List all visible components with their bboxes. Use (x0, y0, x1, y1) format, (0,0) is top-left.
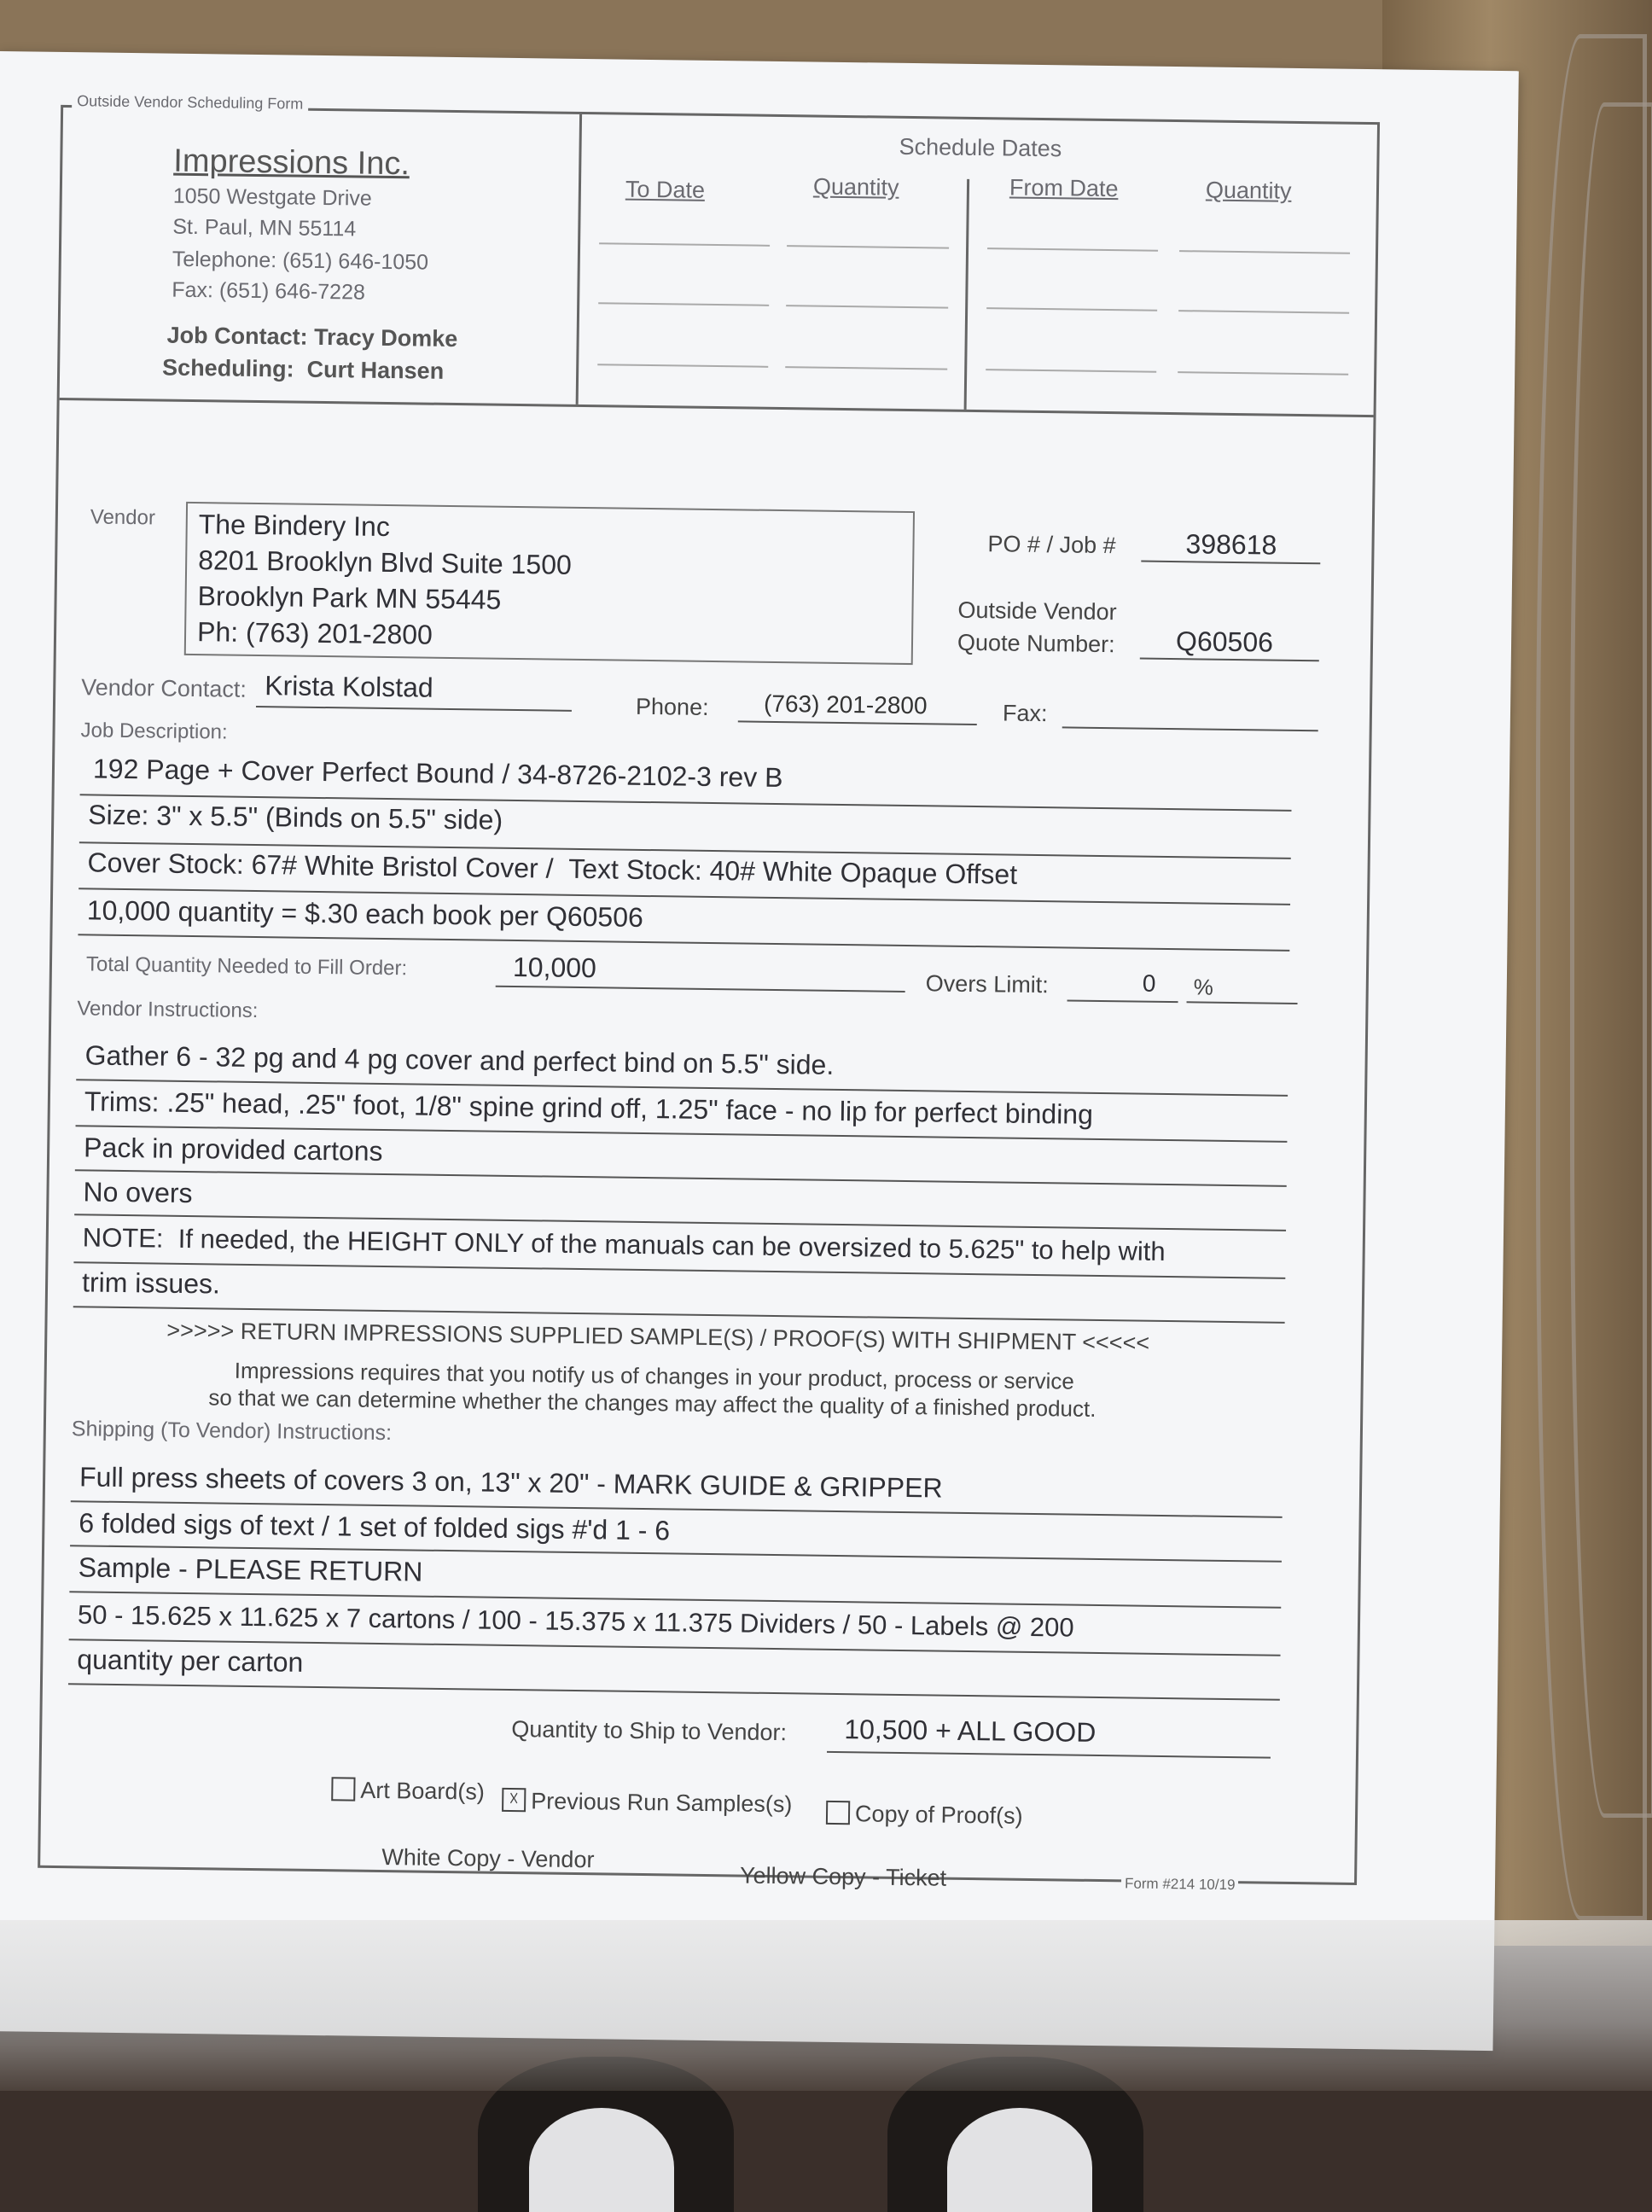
po-underline (1141, 561, 1320, 565)
col-quantity2: Quantity (1205, 177, 1292, 204)
vendor-address1: 8201 Brooklyn Blvd Suite 1500 (197, 544, 573, 580)
white-copy-label: White Copy - Vendor (381, 1844, 595, 1873)
schedule-blank (1179, 250, 1350, 254)
vendor-address2: Brooklyn Park MN 55445 (197, 580, 502, 615)
cover-stock-label: Cover Stock: (87, 847, 244, 880)
instruction-line6: trim issues. (81, 1266, 221, 1300)
art-board-checkbox[interactable] (331, 1777, 355, 1801)
previous-run-label: Previous Run Samples(s) (531, 1788, 793, 1818)
company-name: Impressions Inc. (173, 143, 410, 183)
instruction-line5 (83, 1222, 1166, 1267)
form-number: Form #214 10/19 (1121, 1875, 1239, 1894)
notice-line1: Impressions requires that you notify us of changes in your product, process or service (234, 1357, 1075, 1394)
total-quantity-label: Total Quantity Needed to Fill Order: (85, 952, 408, 981)
shipping-line2: 6 folded sigs of text / 1 set of folded sigs #'d 1 - 6 (79, 1507, 671, 1546)
trims-value: .25" head, .25" foot, 1/8" spine grind off, 1.25" face - no lip for perfect binding (166, 1086, 1094, 1130)
instruction-line2 (84, 1086, 1093, 1130)
scheduling-form-sheet (0, 51, 1519, 2051)
schedule-blank (1178, 371, 1348, 375)
job-line2 (88, 799, 503, 835)
vendor-contact-label: Vendor Contact: (81, 674, 247, 702)
return-sample-notice: >>>>> RETURN IMPRESSIONS SUPPLIED SAMPLE(S) / PROOF(S) WITH SHIPMENT <<<<< (166, 1317, 1150, 1356)
fax-underline (1062, 726, 1318, 731)
schedule-dates-title: Schedule Dates (899, 133, 1062, 162)
qty-ship-label: Quantity to Ship to Vendor: (511, 1716, 788, 1746)
overs-label: Overs Limit: (925, 970, 1050, 998)
contact-underline (256, 706, 572, 712)
col-from-date: From Date (1009, 174, 1119, 202)
shipping-instructions-label: Shipping (To Vendor) Instructions: (71, 1417, 393, 1446)
vendor-instructions-label: Vendor Instructions: (77, 997, 259, 1023)
size-label: Size: (88, 799, 149, 831)
po-value: 398618 (1185, 528, 1277, 561)
company-fax: Fax: (651) 646-7228 (172, 277, 366, 305)
quote-underline (1140, 658, 1319, 662)
copy-proof-label: Copy of Proof(s) (854, 1801, 1023, 1829)
quote-label1: Outside Vendor (957, 597, 1117, 626)
plastic-strap (1570, 102, 1652, 1818)
schedule-blank (987, 247, 1158, 252)
shipping-underline (68, 1683, 1280, 1701)
vendor-phone: Ph: (763) 201-2800 (196, 616, 433, 650)
previous-run-checkbox[interactable]: ☓ (502, 1788, 526, 1812)
schedule-blank (786, 305, 948, 308)
schedule-divider (964, 179, 970, 410)
job-line4: 10,000 quantity = $.30 each book per Q60506 (86, 894, 644, 933)
yellow-copy-label: Yellow Copy - Ticket (739, 1862, 947, 1891)
schedule-blank (1178, 310, 1349, 314)
job-line1: 192 Page + Cover Perfect Bound / 34-8726-2102-3 rev B (92, 753, 783, 794)
scheduling-contact (162, 355, 444, 385)
shipping-line5: quantity per carton (77, 1644, 304, 1678)
quote-label2: Quote Number: (957, 629, 1115, 658)
company-address1: 1050 Westgate Drive (172, 183, 372, 211)
note-value: If needed, the HEIGHT ONLY of the manuals can be oversized to 5.625" to help with (177, 1223, 1166, 1266)
phone-underline (738, 720, 977, 725)
col-to-date: To Date (625, 176, 706, 203)
header-divider (576, 114, 582, 405)
vendor-name: The Bindery Inc (198, 509, 391, 543)
checkbox-copy-proof[interactable] (826, 1801, 1023, 1830)
form-header (60, 92, 1377, 417)
job-contact-label: Job Contact: (166, 322, 308, 350)
shipping-line4: 50 - 15.625 x 11.625 x 7 cartons / 100 - 15.375 x 11.375 Dividers / 50 - Labels @ 200 (77, 1599, 1074, 1643)
instruction-underline (75, 1169, 1287, 1187)
art-board-label: Art Board(s) (360, 1777, 486, 1805)
qty-ship-value: 10,500 + ALL GOOD (844, 1714, 1096, 1748)
total-underline (496, 986, 905, 992)
overs-value: 0 (1142, 969, 1156, 997)
po-label: PO # / Job # (987, 531, 1116, 559)
scheduling-label: Scheduling: (161, 354, 294, 382)
schedule-blank (986, 369, 1156, 373)
qty-ship-underline (827, 1751, 1271, 1759)
instruction-line4: No overs (83, 1176, 193, 1209)
text-stock-value: 40# White Opaque Offset (709, 854, 1018, 890)
vendor-contact-value: Krista Kolstad (265, 670, 433, 703)
fax-label: Fax: (1002, 700, 1048, 727)
schedule-blank (597, 364, 768, 368)
col-quantity1: Quantity (812, 173, 899, 201)
job-underline (78, 934, 1289, 952)
job-contact (166, 323, 457, 352)
quote-value: Q60506 (1175, 626, 1274, 658)
schedule-blank (787, 245, 949, 248)
vendor-label: Vendor (90, 505, 156, 530)
shipping-line1: Full press sheets of covers 3 on, 13" x 20" - MARK GUIDE & GRIPPER (79, 1461, 943, 1504)
form-border (38, 92, 1380, 1891)
instruction-line3: Pack in provided cartons (83, 1132, 383, 1167)
cover-stock-value: 67# White Bristol Cover / (251, 848, 554, 884)
checkbox-art-board[interactable] (331, 1777, 485, 1805)
checkbox-previous-run[interactable] (502, 1788, 793, 1818)
schedule-blank (599, 242, 770, 247)
phone-value: (763) 201-2800 (763, 690, 928, 719)
overs-unit-underline (1187, 1001, 1298, 1004)
size-value: 3" x 5.5" (Binds on 5.5" side) (156, 800, 503, 835)
job-contact-value: Tracy Domke (313, 323, 458, 352)
overs-unit: % (1193, 974, 1214, 1000)
schedule-blank (598, 302, 769, 306)
phone-label: Phone: (635, 693, 709, 720)
notice-line2: so that we can determine whether the changes may affect the quality of a finished product. (208, 1384, 1096, 1422)
job-description-label: Job Description: (80, 719, 228, 744)
schedule-blank (785, 366, 947, 370)
company-telephone: Telephone: (651) 646-1050 (172, 247, 429, 275)
shrink-wrap (0, 1920, 1652, 2091)
copy-proof-checkbox[interactable] (826, 1801, 850, 1825)
trims-label: Trims: (84, 1086, 160, 1118)
total-quantity-value: 10,000 (512, 951, 597, 984)
text-stock-label: Text Stock: (568, 853, 702, 886)
shipping-line3: Sample - PLEASE RETURN (78, 1551, 423, 1587)
scheduling-value: Curt Hansen (306, 356, 445, 384)
corner-title: Outside Vendor Scheduling Form (72, 92, 308, 114)
company-address2: St. Paul, MN 55114 (172, 214, 357, 242)
note-label: NOTE: (82, 1222, 164, 1254)
instruction-line1: Gather 6 - 32 pg and 4 pg cover and perfect bind on 5.5" side. (84, 1039, 835, 1080)
overs-underline (1067, 999, 1178, 1003)
schedule-blank (986, 307, 1157, 311)
